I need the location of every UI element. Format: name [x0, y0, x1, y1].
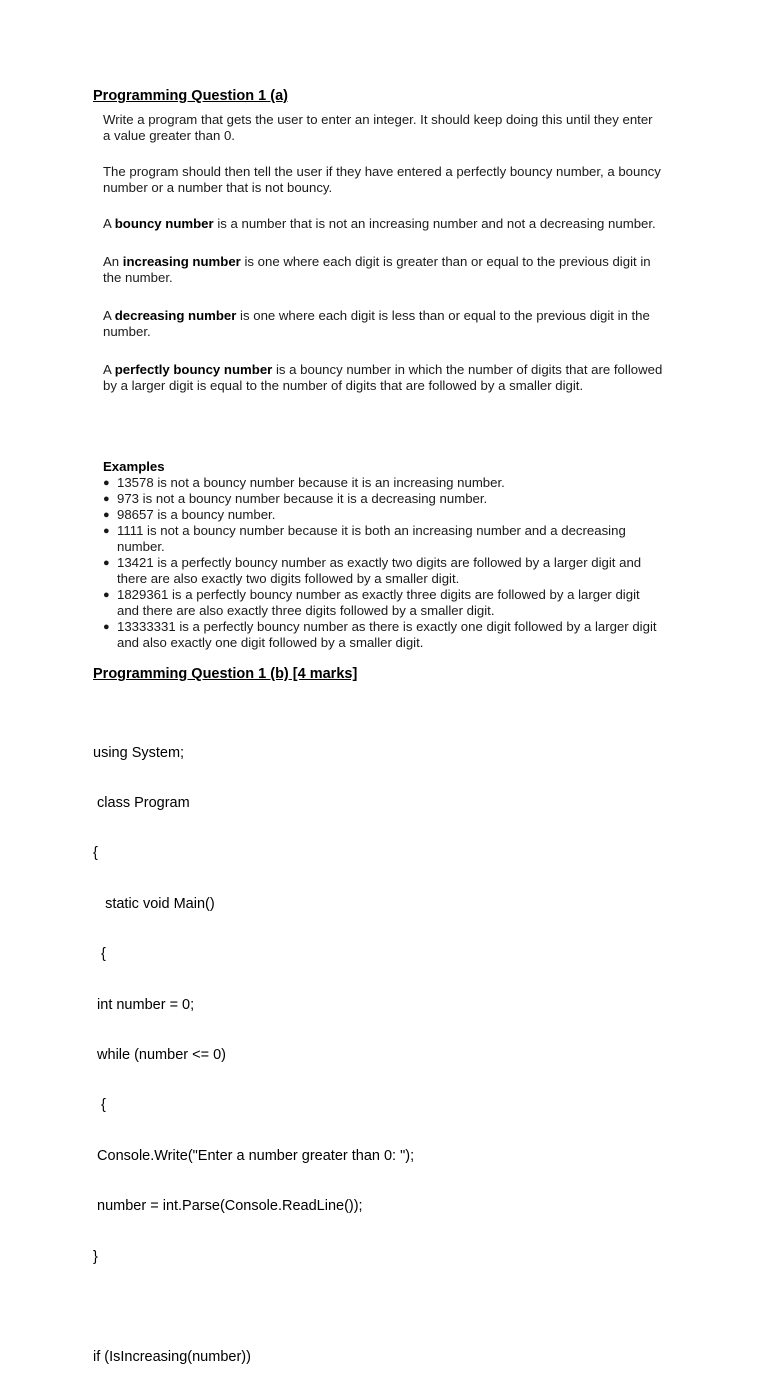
code-line: {: [93, 845, 98, 862]
bullet-icon: ●: [103, 477, 110, 489]
term-decreasing-number: decreasing number: [114, 308, 237, 323]
definition-prefix: A: [103, 216, 115, 231]
problem-statement: [103, 112, 663, 394]
code-line: }: [93, 1248, 98, 1265]
code-line: [93, 1299, 414, 1316]
definition-increasing: [103, 254, 663, 286]
code-line: if (IsIncreasing(number)): [93, 1349, 251, 1366]
definition-perfectly-bouncy: [103, 362, 663, 394]
definition-text: is a bouncy number in which the number of digits that are followed by a larger digit is equal to the number of digits that are followed by a smaller digit.: [103, 362, 663, 393]
question-1b-heading: Programming Question 1 (b) [4 marks]: [93, 666, 358, 682]
example-text: 98657 is a bouncy number.: [117, 507, 276, 522]
code-block: [93, 711, 414, 1383]
code-line: using System;: [93, 744, 185, 761]
code-line: {: [93, 1097, 106, 1114]
code-line: Console.Write("Enter a number greater than 0: ");: [93, 1147, 415, 1164]
list-item: [103, 555, 663, 587]
term-increasing-number: increasing number: [122, 254, 241, 269]
definition-decreasing: [103, 308, 663, 340]
term-bouncy-number: bouncy number: [114, 216, 214, 231]
example-text: 1829361 is a perfectly bouncy number as exactly three digits are followed by a larger digit and there are also exactly three digits followed by a smaller digit.: [117, 587, 640, 618]
list-item: [103, 491, 663, 507]
list-item: [103, 475, 663, 491]
example-text: 973 is not a bouncy number because it is a decreasing number.: [117, 491, 488, 506]
definition-text: is a number that is not an increasing number and not a decreasing number.: [213, 216, 656, 231]
example-text: 13578 is not a bouncy number because it is an increasing number.: [117, 475, 505, 490]
list-item: [103, 619, 663, 651]
example-text: 13333331 is a perfectly bouncy number as there is exactly one digit followed by a larger digit and also exactly one digit followed by a smaller digit.: [117, 619, 657, 650]
code-line: while (number <= 0): [93, 1046, 226, 1063]
problem-paragraph-output: The program should then tell the user if they have entered a perfectly bouncy number, a bouncy number or a number that is not bouncy.: [103, 164, 661, 195]
definition-bouncy: [103, 216, 663, 232]
list-item: [103, 507, 663, 523]
example-text: 13421 is a perfectly bouncy number as exactly two digits are followed by a larger digit and there are also exactly two digits followed by a smaller digit.: [117, 555, 642, 586]
definition-prefix: An: [103, 254, 123, 269]
list-item: [103, 523, 663, 555]
bullet-icon: ●: [103, 525, 110, 537]
examples-section: [103, 459, 663, 651]
term-perfectly-bouncy-number: perfectly bouncy number: [114, 362, 273, 377]
examples-title: Examples: [103, 459, 165, 474]
question-1a-heading: Programming Question 1 (a): [93, 88, 288, 104]
bullet-icon: ●: [103, 557, 110, 569]
code-line: class Program: [93, 794, 190, 811]
bullet-icon: ●: [103, 621, 110, 633]
bullet-icon: ●: [103, 493, 110, 505]
code-line: int number = 0;: [93, 996, 195, 1013]
bullet-icon: ●: [103, 589, 110, 601]
bullet-icon: ●: [103, 509, 110, 521]
definition-text: is one where each digit is greater than or equal to the previous digit in the number.: [103, 254, 651, 285]
list-item: [103, 587, 663, 619]
definition-text: is one where each digit is less than or equal to the previous digit in the number.: [103, 308, 650, 339]
definition-prefix: A: [103, 308, 115, 323]
example-text: 1111 is not a bouncy number because it is both an increasing number and a decreasing number.: [117, 523, 626, 554]
examples-list: [103, 475, 663, 651]
definition-prefix: A: [103, 362, 115, 377]
code-line: static void Main(): [93, 895, 215, 912]
code-line: number = int.Parse(Console.ReadLine());: [93, 1198, 363, 1215]
problem-paragraph-intro: Write a program that gets the user to enter an integer. It should keep doing this until they enter a value greater than 0.: [103, 112, 653, 143]
code-line: {: [93, 946, 106, 963]
